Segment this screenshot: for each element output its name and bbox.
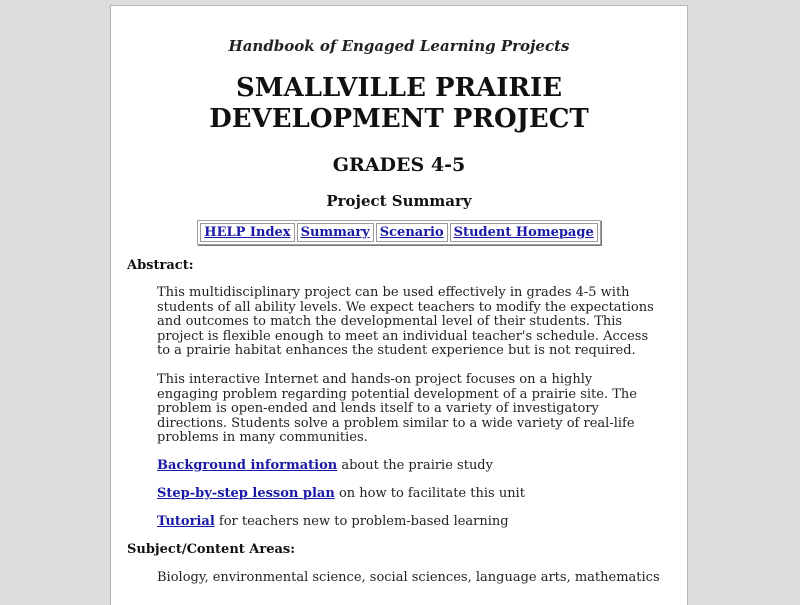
background-information-link[interactable]: Background information <box>157 458 338 473</box>
nav-cell-help-index <box>200 223 294 242</box>
nav-link-scenario[interactable]: Scenario <box>379 225 444 240</box>
nav-link-help-index[interactable]: HELP Index <box>204 225 291 240</box>
tutorial-line <box>157 514 509 529</box>
subject-content-areas-label: Subject/Content Areas: <box>127 542 296 557</box>
page-title <box>111 73 687 135</box>
handbook-subtitle: Handbook of Engaged Learning Projects <box>228 37 570 55</box>
background-info-text: about the prairie study <box>337 458 493 473</box>
grades-heading: GRADES 4-5 <box>332 154 466 176</box>
title-line-1: SMALLVILLE PRAIRIE <box>235 73 563 103</box>
nav-cell-scenario <box>376 223 448 242</box>
title-line-2: DEVELOPMENT PROJECT <box>209 104 589 134</box>
nav-cell-student-homepage <box>450 223 598 242</box>
lesson-plan-text: on how to facilitate this unit <box>334 486 525 501</box>
document-page <box>110 5 688 605</box>
abstract-label: Abstract: <box>127 258 194 273</box>
subject-content-areas-text: Biology, environmental science, social sciences, language arts, mathematics <box>157 570 660 585</box>
lesson-plan-line <box>157 486 525 501</box>
lesson-plan-link[interactable]: Step-by-step lesson plan <box>157 486 335 501</box>
nav-bar <box>111 220 687 245</box>
abstract-paragraph-1: This multidisciplinary project can be used effectively in grades 4-5 with students of all ability levels. We expect teachers to modify the expectations and outcomes to match the developmental level of their students. This project is flexible enough to meet an individual teacher's schedule. Access to a prairie habitat enhances the student experience but is not required. <box>157 285 654 359</box>
tutorial-link[interactable]: Tutorial <box>157 514 215 529</box>
nav-table <box>197 220 600 245</box>
nav-link-student-homepage[interactable]: Student Homepage <box>453 225 594 240</box>
background-info-line <box>157 458 493 473</box>
project-summary-heading: Project Summary <box>326 192 472 210</box>
nav-link-summary[interactable]: Summary <box>300 225 370 240</box>
tutorial-text: for teachers new to problem-based learning <box>214 514 509 529</box>
nav-cell-summary <box>297 223 374 242</box>
abstract-paragraph-2: This interactive Internet and hands-on project focuses on a highly engaging problem regarding potential development of a prairie site. The problem is open-ended and lends itself to a variety of investigatory directions. Students solve a problem similar to a wide variety of real-life problems in many communities. <box>157 372 637 446</box>
